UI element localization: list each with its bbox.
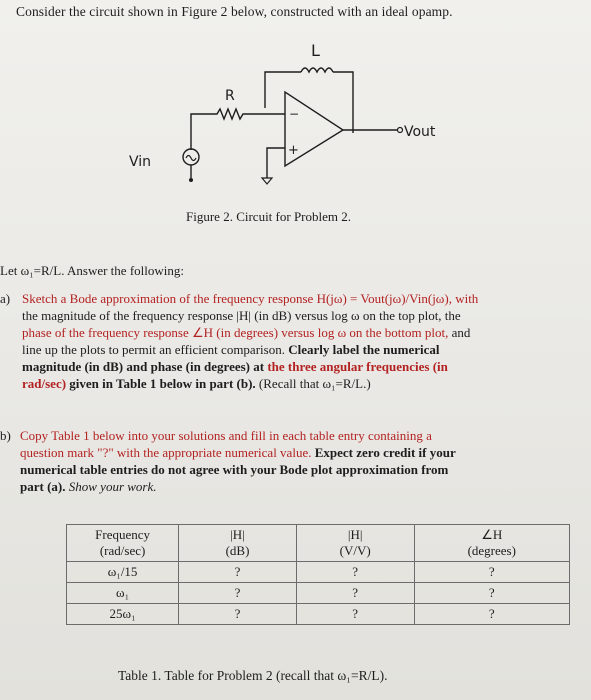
table-cell: ? [296,583,414,604]
table-cell: ω₁/15 [67,562,179,583]
table-row [67,562,570,583]
table-cell: ω₁ [67,583,179,604]
part-a-text-4: (Recall that ω₁=R/L.) [255,376,371,391]
table-cell: ? [414,562,569,583]
header-phase-line2: (degrees) [467,543,516,558]
table-cell: ? [296,562,414,583]
part-b-bold-3: part (a). [20,479,66,494]
vin-label: Vin [129,154,152,170]
table-row [67,583,570,604]
header-mag-vv [296,525,414,562]
inductor-symbol [301,68,333,72]
header-mag-vv-line2: (V/V) [339,543,371,558]
table-cell: ? [179,562,297,583]
part-a-text-3: line up the plots to permit an efficient comparison. [22,342,285,357]
part-a-tag: a) [0,291,11,306]
part-a-text-1: the magnitude of the frequency response |H| (in dB) versus log ω on the top plot, the [22,308,461,323]
ground-wire [267,148,285,178]
given-definition: Let ω₁=R/L. Answer the following: [0,263,184,278]
resistor-symbol [213,109,285,119]
resistor-label: R [225,88,235,104]
opamp-circuit-diagram [115,30,455,200]
part-a-bold-2: magnitude (in dB) and phase (in degrees) at [22,359,265,374]
part-a-body [22,290,580,392]
header-frequency-line1: Frequency [95,527,151,542]
part-a [0,290,580,392]
ground-symbol [262,178,272,184]
header-mag-db-line1: |H| [230,527,245,542]
table-cell: ? [179,604,297,625]
part-a-text-2: and [448,325,471,340]
header-mag-db-line2: (dB) [225,543,250,558]
input-wire [191,114,213,150]
frequency-table [66,524,570,625]
header-phase-line1: ∠H [481,527,503,542]
source-ground-node [189,178,193,182]
header-frequency [67,525,179,562]
source-tilde [186,156,196,161]
part-b-red-2: question mark "?" with the appropriate numerical value. [20,445,312,460]
part-a-red-1: Sketch a Bode approximation of the frequency response H(jω) = Vout(jω)/Vin(jω), with [22,291,479,306]
part-b-tag: b) [0,428,11,443]
header-phase [414,525,569,562]
part-b-body [20,427,575,495]
table-cell: ? [179,583,297,604]
header-mag-vv-line1: |H| [347,527,363,542]
output-terminal [398,128,403,133]
table-cell: ? [414,583,569,604]
table-cell: ? [414,604,569,625]
table-header-row [67,525,570,562]
part-b-italic-1: Show your work. [65,479,157,494]
part-a-red-2: phase of the frequency response ∠H (in degrees) versus log ω on the bottom plot, [22,325,449,340]
part-b-bold-2: numerical table entries do not agree with your Bode plot approximation from [20,462,449,477]
table-row [67,604,570,625]
part-a-redbold-2: rad/sec) [22,376,67,391]
table-cell: ? [296,604,414,625]
header-frequency-line2: (rad/sec) [99,543,146,558]
part-b [0,427,575,495]
table-cell: 25ω₁ [67,604,179,625]
part-a-bold-1: Clearly label the numerical [284,342,440,357]
table-caption: Table 1. Table for Problem 2 (recall that ω₁=R/L). [118,668,388,683]
intro-text: Consider the circuit shown in Figure 2 below, constructed with an ideal opamp. [16,4,453,19]
part-b-red-1: Copy Table 1 below into your solutions and fill in each table entry containing a [20,428,432,443]
part-a-bold-3: given in Table 1 below in part (b). [66,376,256,391]
vout-label: Vout [404,124,436,140]
inductor-label: L [311,41,320,60]
header-mag-db [179,525,297,562]
figure-caption: Figure 2. Circuit for Problem 2. [186,209,352,224]
opamp-plus-label: + [288,143,299,158]
opamp-minus-label: − [289,107,300,121]
part-b-bold-1: Expect zero credit if your [311,445,456,460]
part-a-redbold-1: the three angular frequencies (in [264,359,448,374]
feedback-wire [265,72,353,133]
